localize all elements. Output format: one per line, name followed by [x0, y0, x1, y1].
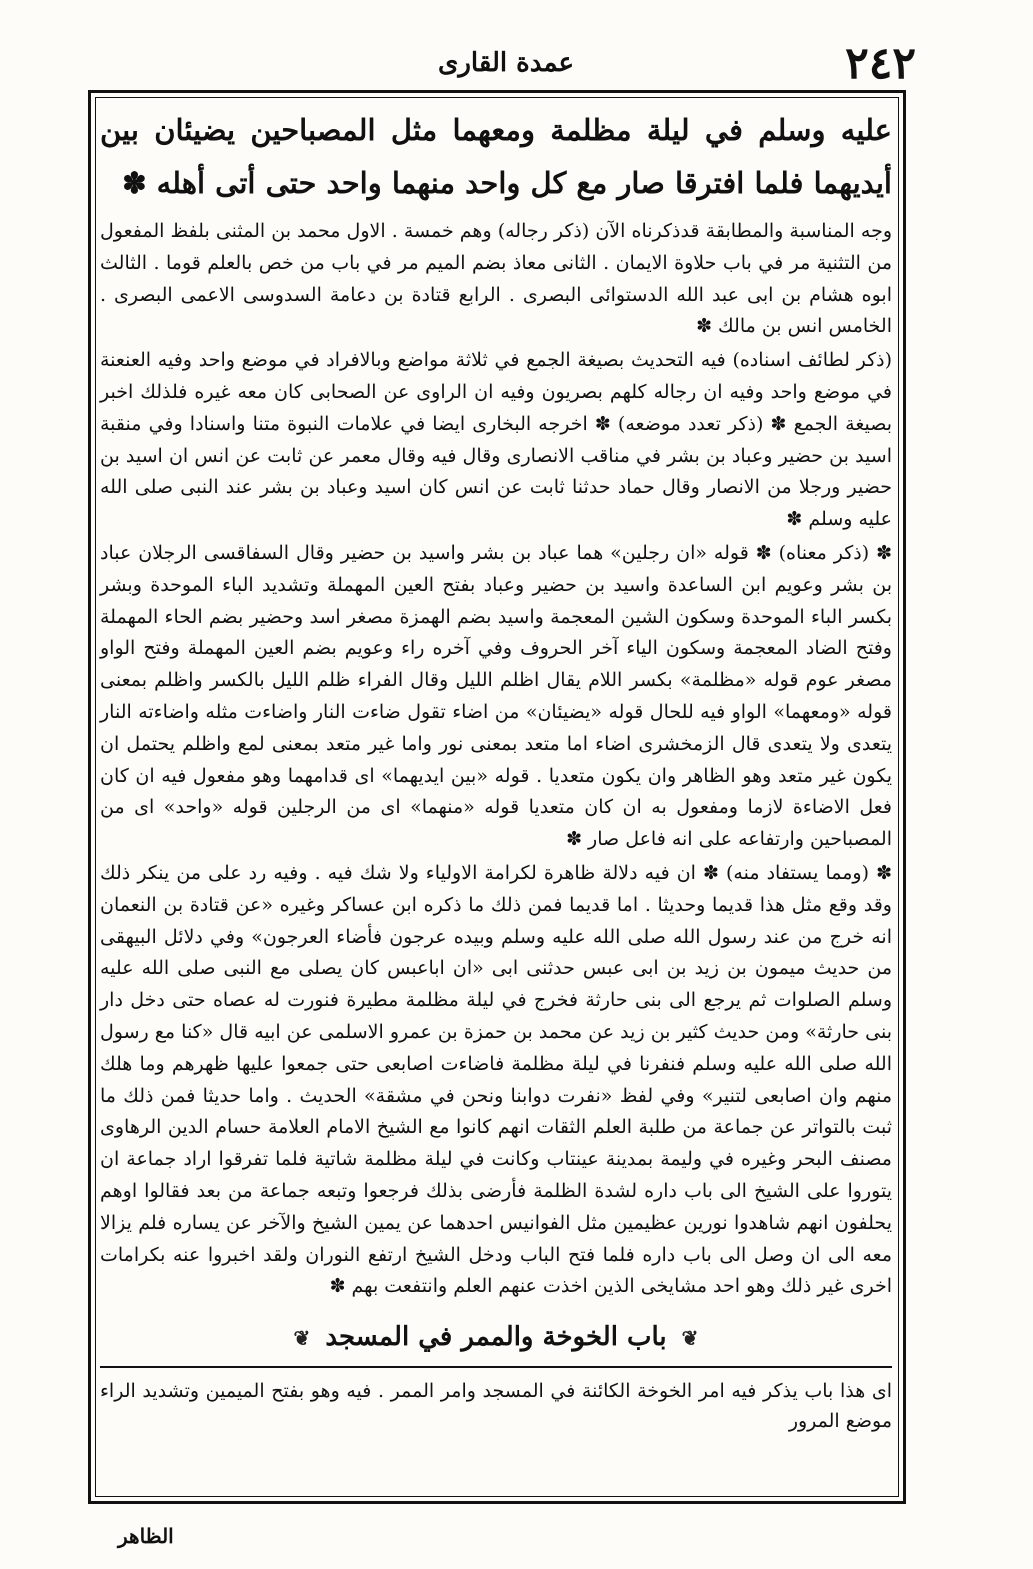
paragraph-benefits: ✽ (ومما يستفاد منه) ✽ ان فيه دلالة ظاهرة لكرامة الاولياء ولا شك فيه . وفيه رد على من ينكر ذلك وقد وقع مثل هذا قديما وحديثا . اما قديما فمن ذلك ما ذكره ابن عساكر وغيره «عن قتادة بن النعمان انه خرج من عند رسول الله صلى الله عليه وسلم وبيده عرجون فأضاء العرجون» وفي دلائل البيهقى من حديث ميمون بن زيد بن ابى عبس حدثنى ابى «ان اباعبس كان يصلى مع النبى صلى الله عليه وسلم الصلوات ثم يرجع الى بنى حارثة فخرج في ليلة مظلمة مطيرة فنورت له عصاه حتى دخل دار بنى حارثة» ومن حديث كثير بن زيد عن محمد بن حمزة بن عمرو الاسلمى عن ابيه قال «كنا مع رسول الله صلى الله عليه وسلم فنفرنا في ليلة مظلمة فاضاءت اصابعى حتى جمعوا عليها ظهرهم وما هلك منهم وان اصابعى لتنير» وفي لفظ «نفرت دوابنا ونحن في مشقة» الحديث . واما حديثا فمن ذلك ما ثبت بالتواتر عن جماعة من طلبة العلم الثقات انهم كانوا مع الشيخ الامام العلامة حسام الدين الرهاوى مصنف البحر وغيره في وليمة بمدينة عينتاب وكانت في ليلة مظلمة شاتية فلما تفرقوا اراد جماعة ان يتوروا على الشيخ الى باب داره لشدة الظلمة فأرضى بذلك فرجعوا وتبعه جماعة من بعد فقالوا اوهم يحلفون انهم شاهدوا نورين عظيمين مثل الفوانيس احدهما عن يمين الشيخ والآخر عن يساره فلم يزالا معه الى ان وصل الى باب داره فلما فتح الباب ودخل الشيخ ارتفع النوران ولقد اخبروا عنه بكرامات اخرى غير ذلك وهو احد مشايخى الذين اخذت عنهم العلم وانتفعت بهم ✽: [100, 861, 892, 1298]
catchword: الظاهر: [118, 1524, 174, 1548]
ornament-icon: ❦: [681, 1326, 699, 1351]
ornament-icon: ❦: [293, 1326, 311, 1351]
paragraph-narrators: وجه المناسبة والمطابقة قدذكرناه الآن (ذكر رجاله) وهم خمسة . الاول محمد بن المثنى بلفظ المفعول من التثنية مر في باب حلاوة الايمان . الثانى معاذ بضم الميم مر في باب من خص بالعلم قوما . الثالث ابوه هشام بن ابى عبد الله الدستوائى البصرى . الرابع قتادة بن دعامة السدوسى الاعمى البصرى . الخامس انس بن مالك ✽: [100, 220, 892, 338]
chapter-note: اى هذا باب يذكر فيه امر الخوخة الكائنة في المسجد وامر الممر . فيه وهو بفتح الميمين وتشديد الراء موضع المرور: [100, 1366, 892, 1436]
paragraph-meaning: ✽ (ذكر معناه) ✽ قوله «ان رجلين» هما عباد بن بشر واسيد بن حضير وقال السفاقسى الرجلان عباد بن بشر وعويم ابن الساعدة واسيد بن حضير وعباد بفتح العين المهملة وتشديد الباء الموحدة وبشر بكسر الباء الموحدة وسكون الشين المعجمة واسيد بضم الهمزة مصغر اسد وحضير بضم الحاء المهملة وفتح الضاد المعجمة وسكون الياء آخر الحروف وفي آخره راء وعويم بضم العين المهملة وفتح الواو مصغر عوم قوله «مظلمة» بكسر اللام يقال اظلم الليل وقال الفراء ظلم الليل بالكسر واظلم بمعنى قوله «ومعهما» الواو فيه للحال قوله «يضيئان» من اضاء تقول ضاءت النار واضاءت مثله واضاءته النار يتعدى ولا يتعدى قال الزمخشرى اضاء اما متعد بمعنى نور واما غير متعد بمعنى لمع واظلم يحتمل ان يكون غير متعد وهو الظاهر وان يكون متعديا . قوله «بين ايديهما» اى قدامهما وهو مفعول فيه ان كان فعل الاضاءة لازما ومفعول به ان كان متعديا قوله «منهما» اى من الرجلين قوله «واحد» اى من المصباحين وارتفاعه على انه فاعل صار ✽: [100, 541, 892, 851]
chapter-heading: [96, 1317, 896, 1358]
book-title: عمدة القارى: [438, 48, 574, 78]
page-number: ٢٤٢: [845, 38, 916, 89]
page-content: [96, 100, 896, 1436]
page-header: [96, 38, 916, 89]
hadith-text: عليه وسلم في ليلة مظلمة ومعهما مثل المصباحين يضيئان بين أيديهما فلما افترقا صار مع كل واحد منهما واحد حتى أتى أهله ✽: [100, 113, 892, 200]
paragraph-isnad: (ذكر لطائف اسناده) فيه التحديث بصيغة الجمع في ثلاثة مواضع وبالافراد في موضع واحد وفيه العنعنة في موضع واحد وفيه ان رجاله كلهم بصريون وفيه ان الراوى عن الصحابى كان معه غيره فلذلك اخبر بصيغة الجمع ✽ (ذكر تعدد موضعه) ✽ اخرجه البخارى ايضا في علامات النبوة متنا واسنادا وفي منقبة اسيد بن حضير وعباد بن بشر في مناقب الانصارى وقال فيه وقال معمر عن ثابت عن انس ان اسيد بن حضير ورجلا من الانصار وقال حماد حدثنا ثابت عن انس كان اسيد وعباد بن بشر عند النبى صلى الله عليه وسلم ✽: [100, 349, 892, 531]
chapter-title: باب الخوخة والممر في المسجد: [325, 1322, 667, 1353]
